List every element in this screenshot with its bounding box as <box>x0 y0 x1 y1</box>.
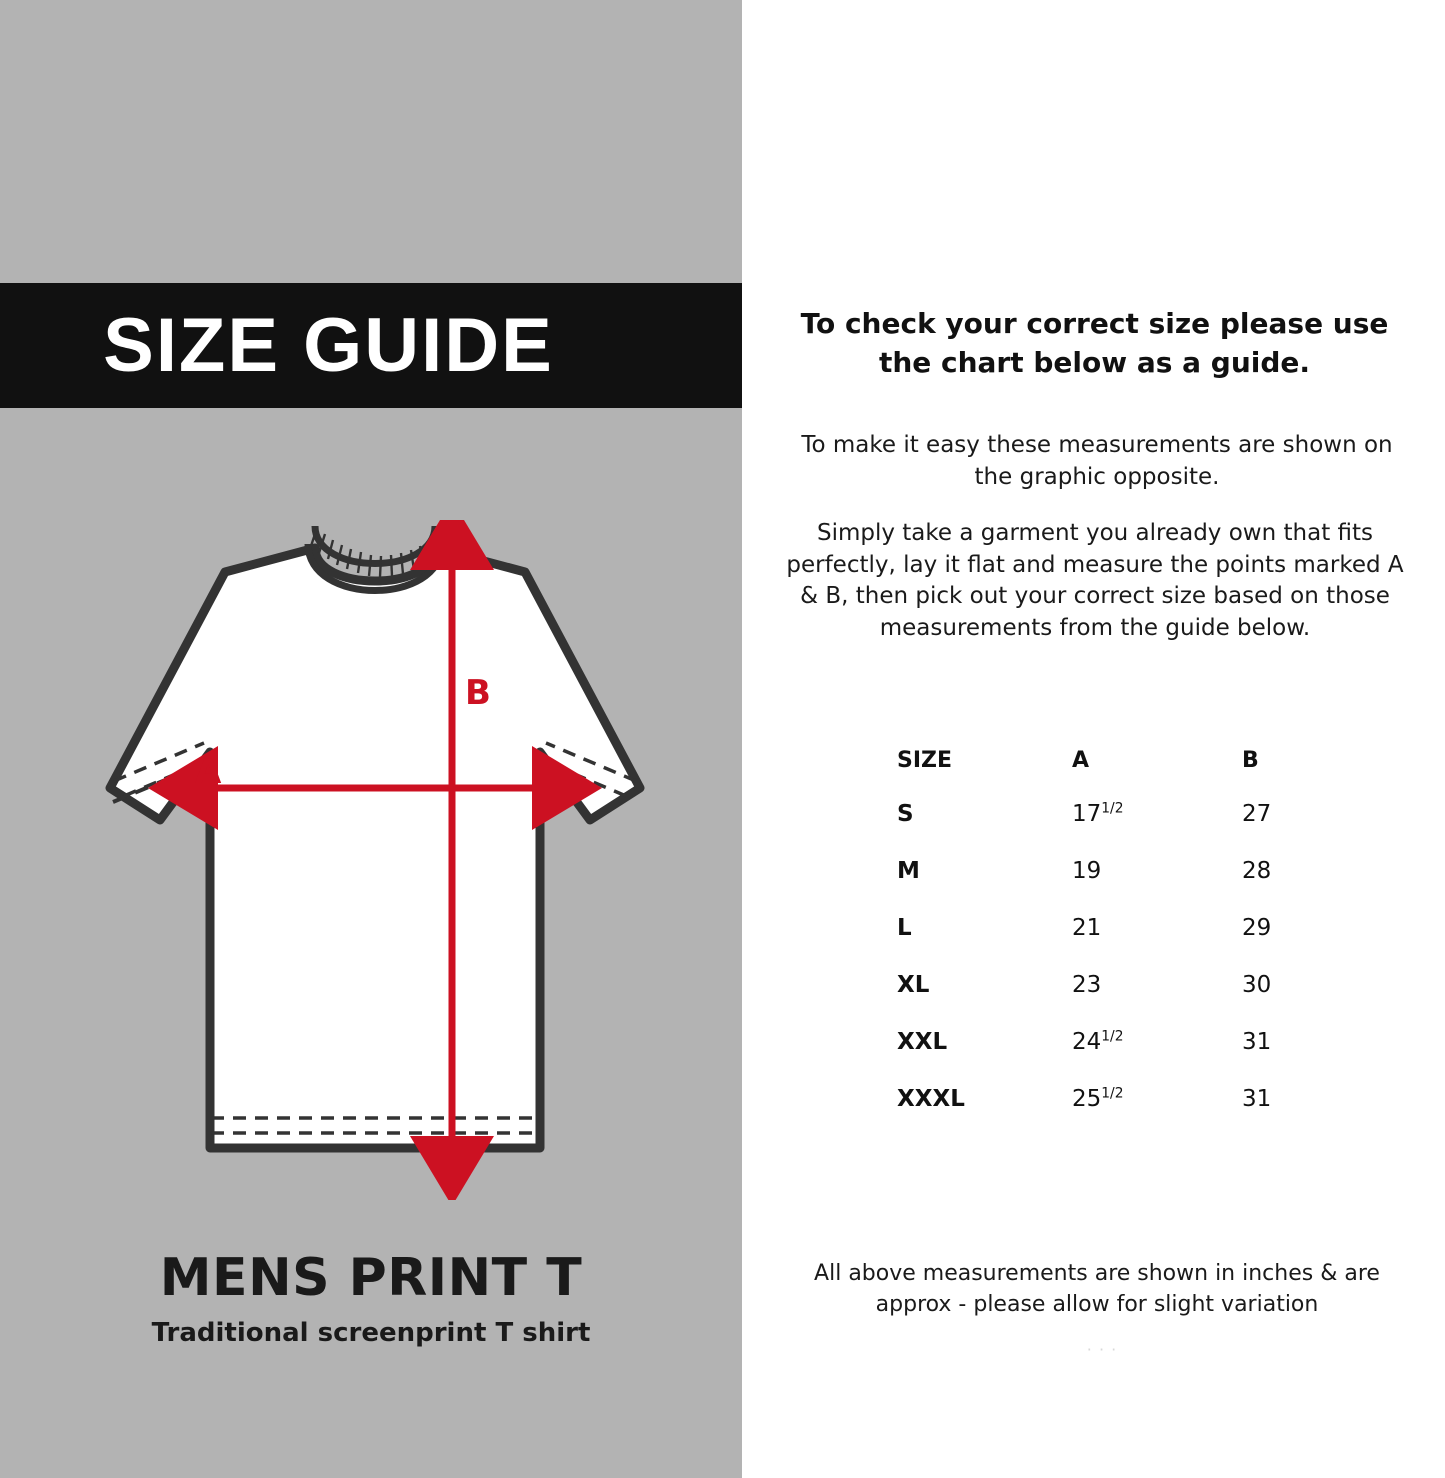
cell-measurement-a: 19 <box>1072 857 1102 884</box>
cell-measurement-b: 28 <box>1242 857 1272 884</box>
table-row <box>897 956 1317 1013</box>
title-bar <box>0 283 742 408</box>
cell-measurement-a: $24^{1/2}$ <box>1072 1027 1124 1055</box>
cell-measurement-a: 23 <box>1072 971 1102 998</box>
measurement-label-b: B <box>465 673 491 713</box>
cell-measurement-a: $25^{1/2}$ <box>1072 1084 1124 1112</box>
garment-subtitle: Traditional screenprint T shirt <box>151 1318 591 1348</box>
cell-size: XXL <box>897 1028 948 1055</box>
fraction-suffix: 1/2 <box>1101 799 1124 816</box>
cell-size: XXXL <box>897 1085 965 1112</box>
column-header-a: A <box>1072 747 1090 773</box>
column-header-b: B <box>1242 747 1259 773</box>
garment-name: MENS PRINT T <box>159 1248 583 1308</box>
size-chart-table <box>897 735 1317 1127</box>
measurement-footnote: All above measurements are shown in inches & are approx - please allow for slight variation <box>814 1261 1380 1318</box>
cell-measurement-a: $17^{1/2}$ <box>1072 799 1124 827</box>
cell-size: M <box>897 857 920 884</box>
table-row <box>897 1070 1317 1127</box>
right-info-panel <box>742 0 1445 1478</box>
cell-size: S <box>897 800 914 827</box>
size-chart-body <box>897 785 1317 1127</box>
instructions-paragraph-1: To make it easy these measurements are shown on the graphic opposite. <box>801 432 1393 490</box>
table-row <box>897 899 1317 956</box>
table-row <box>897 842 1317 899</box>
page-title: SIZE GUIDE <box>103 302 554 388</box>
column-header-size: SIZE <box>897 747 953 773</box>
table-row <box>897 1013 1317 1070</box>
size-chart-head <box>897 735 1317 785</box>
tshirt-diagram <box>70 520 680 1200</box>
cell-measurement-b: 27 <box>1242 800 1272 827</box>
fraction-suffix: 1/2 <box>1101 1027 1124 1044</box>
cell-measurement-a: 21 <box>1072 914 1102 941</box>
cell-measurement-b: 29 <box>1242 914 1272 941</box>
cell-measurement-b: 31 <box>1242 1028 1272 1055</box>
cell-measurement-b: 31 <box>1242 1085 1272 1112</box>
faint-footnote: · · · <box>1086 1340 1118 1359</box>
cell-measurement-b: 30 <box>1242 971 1272 998</box>
instructions-paragraph-2: Simply take a garment you already own that fits perfectly, lay it flat and measure the points marked A & B, then pick out your correct size based on those measurements from the guide below. <box>786 520 1404 642</box>
cell-size: XL <box>897 971 930 998</box>
measurement-label-a: A <box>195 752 222 792</box>
tshirt-illustration <box>70 520 680 1200</box>
table-row <box>897 785 1317 842</box>
fraction-suffix: 1/2 <box>1101 1084 1124 1101</box>
cell-size: L <box>897 914 912 941</box>
table-header-row <box>897 735 1317 785</box>
instructions-heading: To check your correct size please use the chart below as a guide. <box>800 307 1389 379</box>
